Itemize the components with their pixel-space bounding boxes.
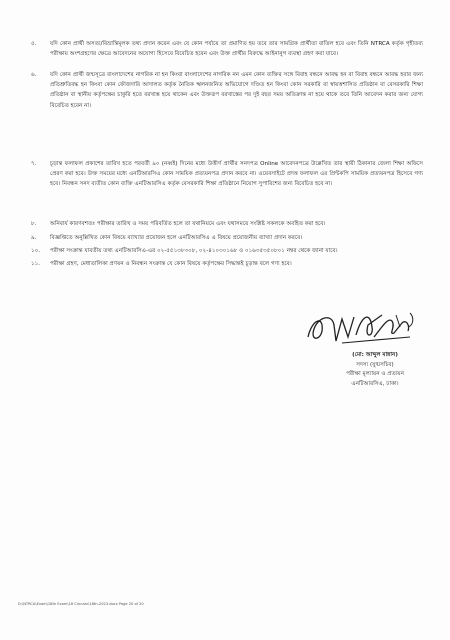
item-number: ১১. bbox=[31, 261, 41, 267]
item-number: ৯. bbox=[31, 235, 37, 241]
item-text: পরীক্ষা গ্রহণ, মেধাতালিকা প্রণয়ন ও নিবন্ধন সংক্রান্ত যে কোন বিষয়ে কর্তৃপক্ষের সিদ্ধান্তই চূড়ান্ত বলে গণ্য হবে। bbox=[50, 261, 292, 267]
signatory-department: পরীক্ষা মূল্যায়ন ও প্রত্যয়ন bbox=[346, 371, 404, 377]
signature-drawing bbox=[302, 297, 422, 351]
item-number: ৮. bbox=[31, 221, 37, 227]
list-item bbox=[31, 219, 423, 229]
item-number: ৭. bbox=[31, 161, 37, 167]
signatory-organization: এনটিআরসিএ, ঢাকা। bbox=[351, 380, 399, 387]
document-footer: D:\NTRCA\Exam\18th Exam\18 Circular\18th-2023.docx Page 20 of 20 bbox=[18, 602, 144, 606]
list-item bbox=[31, 70, 423, 111]
signature-block bbox=[330, 351, 420, 389]
list-item bbox=[31, 233, 423, 243]
item-text: বিজ্ঞপ্তিতে অনুল্লিখিত কোন বিষয়ে ব্যাখ্যার প্রয়োজন হলে এনটিআরসিএ এ বিষয়ে প্রয়োজনীয় ব্যাখ্যা প্রদান করবে। bbox=[50, 235, 303, 241]
handwritten-signature bbox=[302, 297, 422, 351]
item-text: পরীক্ষা সংক্রান্ত যাবতীয় তথ্য এনটিআরসিএ-এর ০২-৫৫১৩৮৩০৮, ০২-৪১০৩০১৬৮ ও ০১৬৩৫৩৫০৮০১ নম্বর থেকে জানা যাবে। bbox=[50, 248, 338, 254]
item-number: ১০. bbox=[31, 248, 41, 254]
list-item bbox=[31, 39, 423, 59]
item-text: অনিবার্য কারণবশতঃ পরীক্ষার তারিখ ও সময় পরিবর্তিত হলে তা যথানিয়মে এবং যথাসময়ে সংশ্লিষ্ট সকলকে অবহিত করা হবে। bbox=[50, 221, 326, 227]
list-item bbox=[31, 159, 423, 190]
list-item bbox=[31, 259, 423, 269]
item-number: ৫. bbox=[31, 41, 37, 47]
signatory-name: (মো: আব্দুল মান্নান) bbox=[352, 352, 398, 358]
item-text: যদি কোন প্রার্থী জন্মসূত্রে বাংলাদেশের নাগরিক না হন কিংবা বাংলাদেশের নাগরিক নন এমন কোন ব্যক্তির সঙ্গে বিবাহ বন্ধনে আবদ্ধ হন বা বিবাহ বন্ধনে আবদ্ধ হবার জন্য প্রতিশ্রুতিবদ্ধ হন কিংবা কোন ফৌজদারি আদালত কর্তৃক নৈতিক স্খলনজনিত অভিযোগে দণ্ডিত হন কিংবা কোন সরকারি বা স্বায়ত্তশাসিত প্রতিষ্ঠান বা বেসরকারি শিক্ষা প্রতিষ্ঠান বা স্থানীয় কর্তৃপক্ষের চাকুরি হতে বরখাস্ত হয়ে থাকেন এবং উক্তরূপ বরখাস্তের পর দুই বছর সময় অতিক্রান্ত না হয়ে থাকে তবে তিনি আবেদন করার জন্য যোগ্য বিবেচিত হবেন না। bbox=[50, 72, 423, 109]
signatory-designation: সদস্য (যুগ্মসচিব) bbox=[356, 361, 394, 368]
item-number: ৬. bbox=[31, 72, 37, 78]
item-text: চূড়ান্ত ফলাফল প্রকাশের তারিখ হতে পরবর্তী ৯০ (নব্বই) দিনের মধ্যে উত্তীর্ণ প্রার্থীর সনদপত্র Online আবেদনপত্রে উল্লেখিত তার স্থায়ী ঠিকানার জেলা শিক্ষা অফিসে প্রেরণ করা হবে। উক্ত সময়ের মধ্যে এনটিআরসিএ কোন সাময়িক প্রত্যয়নপত্র প্রদান করবে না। ওয়েবসাইটে প্রদত্ত ফলাফল এর প্রিন্টকপি সাময়িক প্রত্যয়নপত্র হিসেবে গণ্য হবে। নিবন্ধন সনদ ব্যতীত কোন ব্যক্তি এনটিআরসিএ কর্তৃক বেসরকারি শিক্ষা প্রতিষ্ঠানে নিয়োগ সুপারিশের জন্য বিবেচিত হবে না। bbox=[50, 161, 423, 188]
list-item bbox=[31, 246, 423, 256]
item-text: যদি কোন প্রার্থী অসত্য/বিভ্রান্তিমূলক তথ্য প্রদান করেন এবং যে কোন পর্যায়ে তা প্রমাণিত হয় তবে তার সামগ্রিক প্রার্থীতা বাতিল হবে এবং তিনি NTRCA কর্তৃক গৃহীতব্য পরীক্ষায় অংশগ্রহণের ক্ষেত্রে আবেদনের অযোগ্য হিসেবে বিবেচিত হবেন এবং উক্ত প্রার্থীর বিরুদ্ধে আইনানুগ ব্যবস্থা গ্রহণ করা যাবে। bbox=[50, 41, 423, 58]
